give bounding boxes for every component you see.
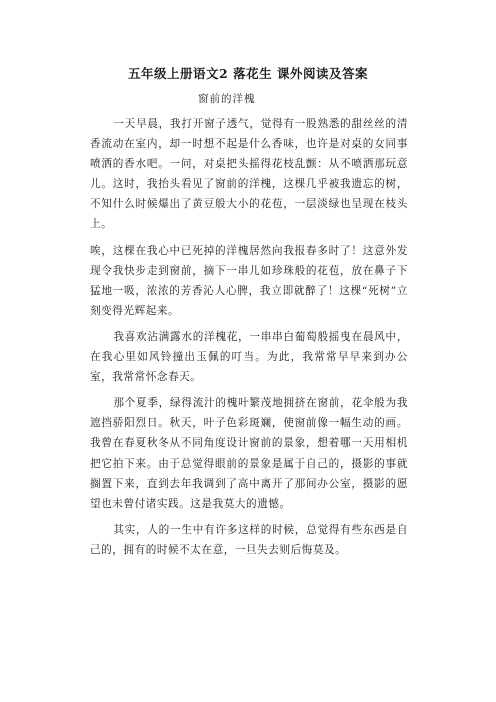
article-title: 窗前的洋槐 [198, 93, 256, 105]
paragraph-4: 那个夏季，绿得流汁的槐叶繁茂地拥挤在窗前，花伞般为我遮挡骄阳烈日。秋天，叶子色彩斑斓，使窗前像一幅生动的画。我曾在春夏秋冬从不同角度设计窗前的景象，想着哪一天用相机把它拍下来。由于总觉得眼前的景象是属于自己的，摄影的事就搁置下来，直到去年我调到了高中离开了那间办公室，摄影的愿望也未曾付诸实践。这是我莫大的遗憾。 [90, 397, 408, 510]
paragraph-3: 我喜欢沾满露水的洋槐花，一串串白葡萄般摇曳在晨风中，在我心里如风铃撞出玉佩的叮当。为此，我常常早早来到办公室，我常常怀念春天。 [90, 330, 408, 384]
paragraph-5: 其实，人的一生中有许多这样的时候，总觉得有些东西是自己的，拥有的时候不太在意，一旦失去则后悔莫及。 [90, 523, 408, 556]
document-title: 五年级上册语文2 落花生 课外阅读及答案 [128, 66, 368, 81]
paragraph-1: 一天早晨，我打开窗子透气，觉得有一股熟悉的甜丝丝的清香流动在室内，却一时想不起是什么香味，也许是对桌的女同事喷洒的香水吧。一问，对桌把头摇得花枝乱颤：从不喷洒那玩意儿。这时，我抬头看见了窗前的洋槐，这棵几乎被我遗忘的树，不知什么时候爆出了黄豆般大小的花苞，一层淡绿也呈现在枝头上。 [90, 118, 408, 231]
paragraph-2: 唉，这棵在我心中已死掉的洋槐居然向我报春多时了！这意外发现令我快步走到窗前，摘下一串儿如珍珠般的花苞，放在鼻子下猛地一吸，浓浓的芳香沁人心脾，我立即就醉了！这棵“死树”立刻变得光辉起来。 [90, 244, 408, 317]
article-body [90, 114, 408, 566]
